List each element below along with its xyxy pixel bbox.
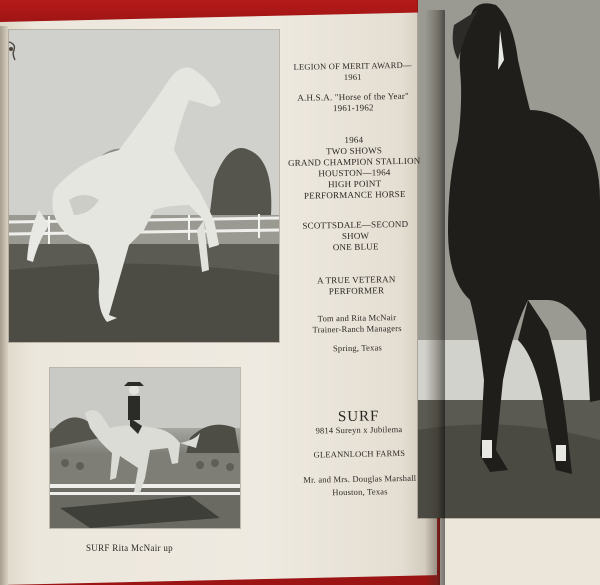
- scottsdale-line: SCOTTSDALE—SECOND SHOW: [302, 218, 409, 242]
- horse-pedigree: 9814 Sureyn x Jubilema: [315, 424, 403, 436]
- veteran-line-2: PERFORMER: [328, 285, 385, 297]
- houston-line: HOUSTON—1964: [318, 167, 391, 179]
- trainers-role: Trainer-Ranch Managers: [312, 323, 402, 335]
- text-column: [285, 60, 428, 499]
- photo-caption: SURF Rita McNair up: [86, 543, 173, 553]
- book-gutter-shadow: [425, 10, 445, 585]
- performance-line: PERFORMANCE HORSE: [303, 188, 406, 201]
- ahsa-line-2: 1961-1962: [332, 102, 374, 114]
- trainers-city: Spring, Texas: [332, 342, 383, 354]
- horse-name-title: SURF: [337, 408, 380, 426]
- award-line: LEGION OF MERIT AWARD—1961: [293, 59, 412, 82]
- veteran-line-1: A TRUE VETERAN: [316, 274, 396, 286]
- high-point-line: HIGH POINT: [327, 178, 382, 190]
- photo-rearing-grey-horse: [9, 30, 279, 342]
- corner-ornament-icon: [6, 40, 20, 62]
- ahsa-line-1: A.H.S.A. "Horse of the Year": [297, 90, 410, 103]
- one-blue-line: ONE BLUE: [332, 241, 379, 253]
- trainers-names: Tom and Rita McNair: [317, 312, 397, 324]
- year-line: 1964: [344, 134, 364, 145]
- grand-champion-line: GRAND CHAMPION STALLION: [287, 155, 421, 168]
- photo-surf-with-rider: [50, 368, 240, 528]
- two-shows-line: TWO SHOWS: [325, 145, 383, 157]
- owners-names: Mr. and Mrs. Douglas Marshall: [303, 472, 417, 485]
- owners-city: Houston, Texas: [332, 486, 388, 498]
- photo-dark-horse: [418, 0, 600, 518]
- left-page-edge: [0, 26, 8, 585]
- farm-name: GLEANNLOCH FARMS: [313, 447, 406, 460]
